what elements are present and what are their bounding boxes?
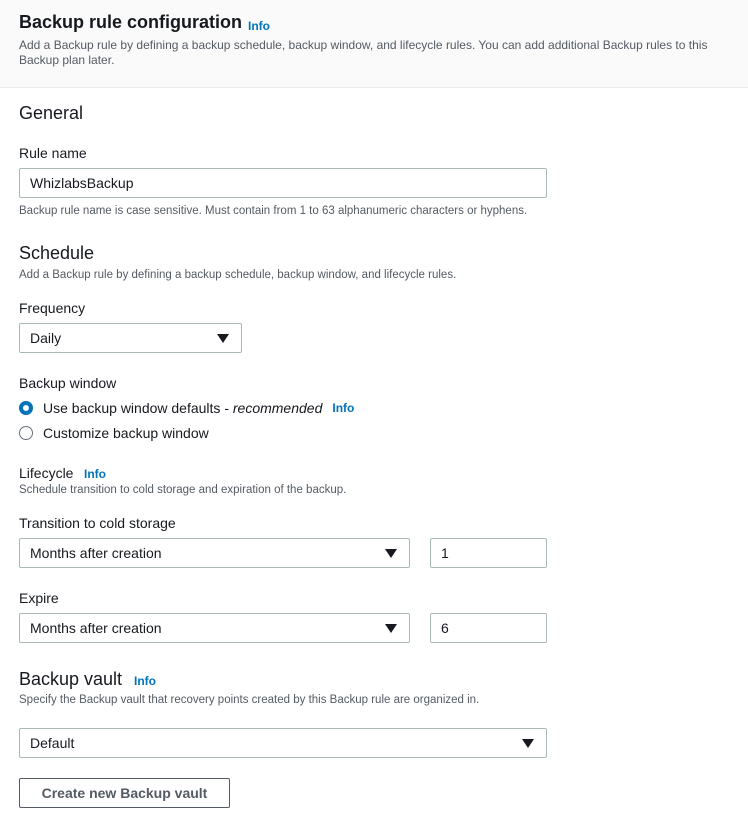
vault-section-title: Backup vault [19, 669, 123, 689]
radio-use-defaults-label: Use backup window defaults - [43, 400, 233, 416]
vault-info-link[interactable]: Info [134, 674, 156, 688]
lifecycle-label: Lifecycle [19, 465, 74, 481]
general-section-title: General [19, 103, 84, 123]
backup-window-label: Backup window [19, 375, 117, 391]
vault-value: Default [30, 735, 75, 751]
header-description: Add a Backup rule by defining a backup schedule, backup window, and lifecycle rules. You can add additional Backup rules to this Backup plan later. [19, 38, 708, 67]
backup-window-info-link[interactable]: Info [332, 401, 355, 415]
schedule-description: Add a Backup rule by defining a backup schedule, backup window, and lifecycle rules. [19, 269, 457, 281]
header-info-link[interactable]: Info [248, 19, 270, 33]
caret-down-icon [522, 739, 534, 748]
radio-customize[interactable] [19, 425, 209, 441]
transition-unit-value: Months after creation [30, 545, 162, 561]
rule-name-input[interactable] [19, 168, 547, 198]
expire-label: Expire [19, 590, 59, 606]
frequency-value: Daily [30, 330, 62, 346]
transition-value-input[interactable] [430, 538, 547, 568]
frequency-select[interactable] [19, 323, 242, 353]
expire-unit-select[interactable] [19, 613, 410, 643]
radio-use-defaults[interactable] [19, 400, 354, 416]
vault-select[interactable] [19, 728, 547, 758]
transition-label: Transition to cold storage [19, 515, 176, 531]
caret-down-icon [385, 549, 397, 558]
rule-name-label: Rule name [19, 145, 87, 161]
caret-down-icon [217, 334, 229, 343]
config-header [0, 0, 748, 88]
schedule-section-title: Schedule [19, 243, 95, 263]
frequency-label: Frequency [19, 300, 86, 316]
caret-down-icon [385, 624, 397, 633]
expire-value-input[interactable] [430, 613, 547, 643]
expire-unit-value: Months after creation [30, 620, 162, 636]
radio-customize-label: Customize backup window [43, 425, 209, 441]
transition-unit-select[interactable] [19, 538, 410, 568]
vault-description: Specify the Backup vault that recovery points created by this Backup rule are organized in. [19, 694, 480, 706]
lifecycle-info-link[interactable]: Info [84, 467, 106, 481]
create-backup-vault-button[interactable]: Create new Backup vault [19, 778, 230, 808]
radio-unchecked-icon[interactable] [19, 426, 33, 440]
recommended-label: recommended [232, 400, 323, 416]
rule-name-hint: Backup rule name is case sensitive. Must contain from 1 to 63 alphanumeric characters or hyphens. [19, 205, 528, 217]
page-title: Backup rule configuration [19, 12, 243, 32]
lifecycle-description: Schedule transition to cold storage and expiration of the backup. [19, 484, 347, 496]
radio-checked-icon[interactable] [19, 401, 33, 415]
